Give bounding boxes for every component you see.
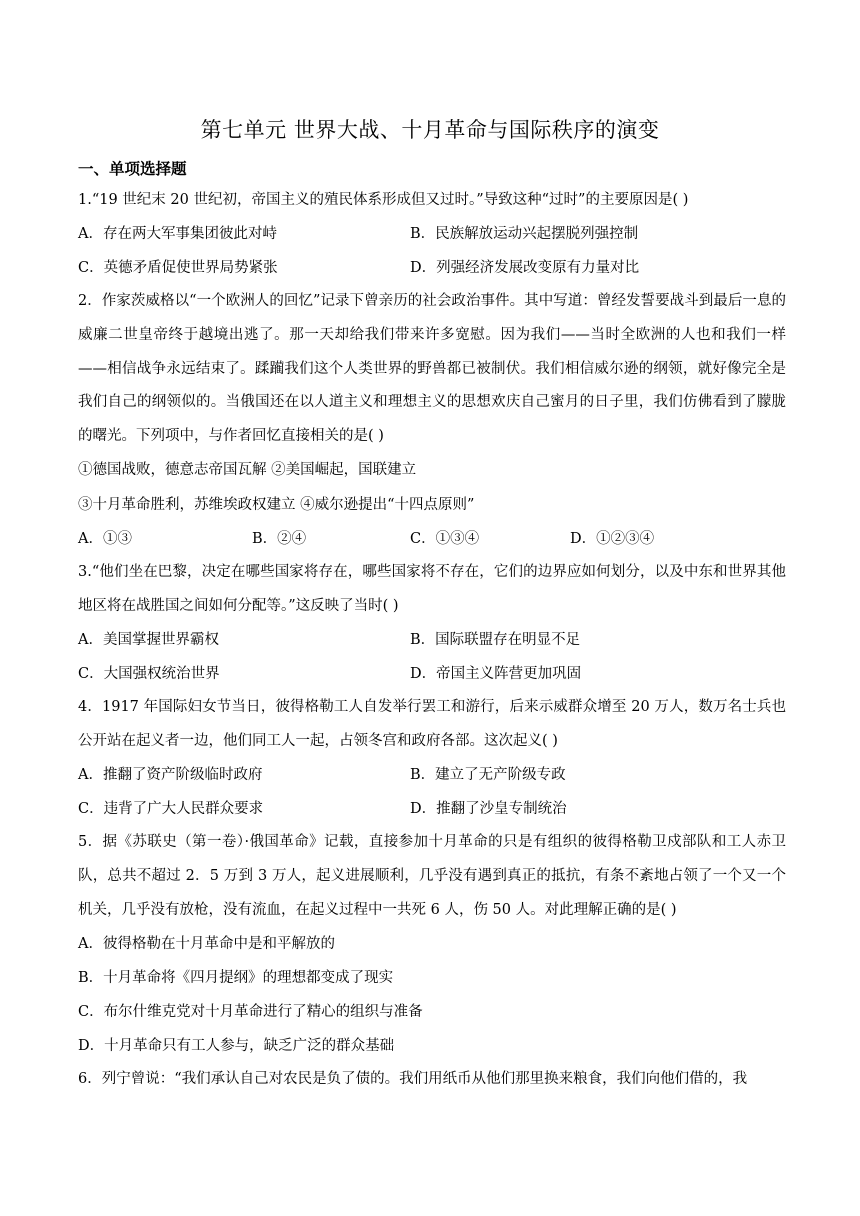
question-5-option-d: D．十月革命只有工人参与，缺乏广泛的群众基础 — [78, 1038, 395, 1054]
question-2-option-d: D．①②③④ — [570, 531, 655, 547]
question-6-stem: 6．列宁曾说：“我们承认自己对农民是负了债的。我们用纸币从他们那里换来粮食，我们向他们借的，我 — [78, 1071, 748, 1087]
question-3-stem: 3.“他们坐在巴黎，决定在哪些国家将存在，哪些国家将不存在，它们的边界应如何划分，以及中东和世界其他地区将在战胜国之间如何分配等。”这反映了当时( ) — [78, 564, 786, 614]
question-4-option-c: C．违背了广大人民群众要求 — [78, 801, 264, 817]
question-5-option-a: A．彼得格勒在十月革命中是和平解放的 — [78, 936, 335, 952]
question-1-option-a: A．存在两大军事集团彼此对峙 — [78, 226, 277, 242]
question-3-option-d: D．帝国主义阵营更加巩固 — [410, 666, 582, 682]
page-title: 第七单元 世界大战、十月革命与国际秩序的演变 — [200, 118, 660, 142]
question-1-option-d: D．列强经济发展改变原有力量对比 — [410, 260, 640, 276]
section-heading: 一、单项选择题 — [78, 160, 187, 178]
question-1-stem: 1.“19 世纪末 20 世纪初，帝国主义的殖民体系形成但又过时。”导致这种“过时”的主要原因是( ) — [78, 192, 689, 208]
question-1-option-c: C．英德矛盾促使世界局势紧张 — [78, 260, 278, 276]
question-1-option-b: B．民族解放运动兴起摆脱列强控制 — [410, 226, 639, 242]
question-2-option-a: A．①③ — [78, 531, 132, 547]
question-2-statement-1: ①德国战败，德意志帝国瓦解 ②美国崛起，国联建立 — [78, 462, 417, 478]
question-5-option-b: B．十月革命将《四月提纲》的理想都变成了现实 — [78, 970, 394, 986]
question-4-option-b: B．建立了无产阶级专政 — [410, 767, 566, 783]
question-4-stem: 4．1917 年国际妇女节当日，彼得格勒工人自发举行罢工和游行，后来示威群众增至 20 万人，数万名士兵也公开站在起义者一边，他们同工人一起，占领冬宫和政府各部。这次起义( ) — [78, 699, 786, 749]
question-2-option-b: B．②④ — [252, 531, 307, 547]
question-5-stem: 5．据《苏联史（第一卷）·俄国革命》记载，直接参加十月革命的只是有组织的彼得格勒卫戍部队和工人赤卫队，总共不超过 2．5 万到 3 万人，起义进展顺利，几乎没有遇到真正的抵抗，有条不紊地占领了一个又一个机关，几乎没有放枪，没有流血，在起义过程中一共死 6 人，伤 50 人。对此理解正确的是( ) — [78, 834, 786, 918]
question-5-option-c: C．布尔什维克党对十月革命进行了精心的组织与准备 — [78, 1004, 423, 1020]
question-2-statement-2: ③十月革命胜利，苏维埃政权建立 ④威尔逊提出“十四点原则” — [78, 497, 475, 513]
question-3-option-b: B．国际联盟存在明显不足 — [410, 632, 581, 648]
question-3-option-c: C．大国强权统治世界 — [78, 666, 220, 682]
question-2-option-c: C．①③④ — [410, 531, 480, 547]
question-4-option-a: A．推翻了资产阶级临时政府 — [78, 767, 263, 783]
question-4-option-d: D．推翻了沙皇专制统治 — [410, 801, 567, 817]
question-3-option-a: A．美国掌握世界霸权 — [78, 632, 219, 648]
question-2-stem: 2．作家茨威格以“一个欧洲人的回忆”记录下曾亲历的社会政治事件。其中写道：曾经发誓要战斗到最后一息的威廉二世皇帝终于越境出逃了。那一天却给我们带来许多宽慰。因为我们——当时全欧洲的人也和我们一样——相信战争永远结束了。蹂躏我们这个人类世界的野兽都已被制伏。我们相信威尔逊的纲领，就好像完全是我们自己的纲领似的。当俄国还在以人道主义和理想主义的思想欢庆自己蜜月的日子里，我们仿佛看到了朦胧的曙光。下列项中，与作者回忆直接相关的是( ) — [78, 293, 786, 445]
